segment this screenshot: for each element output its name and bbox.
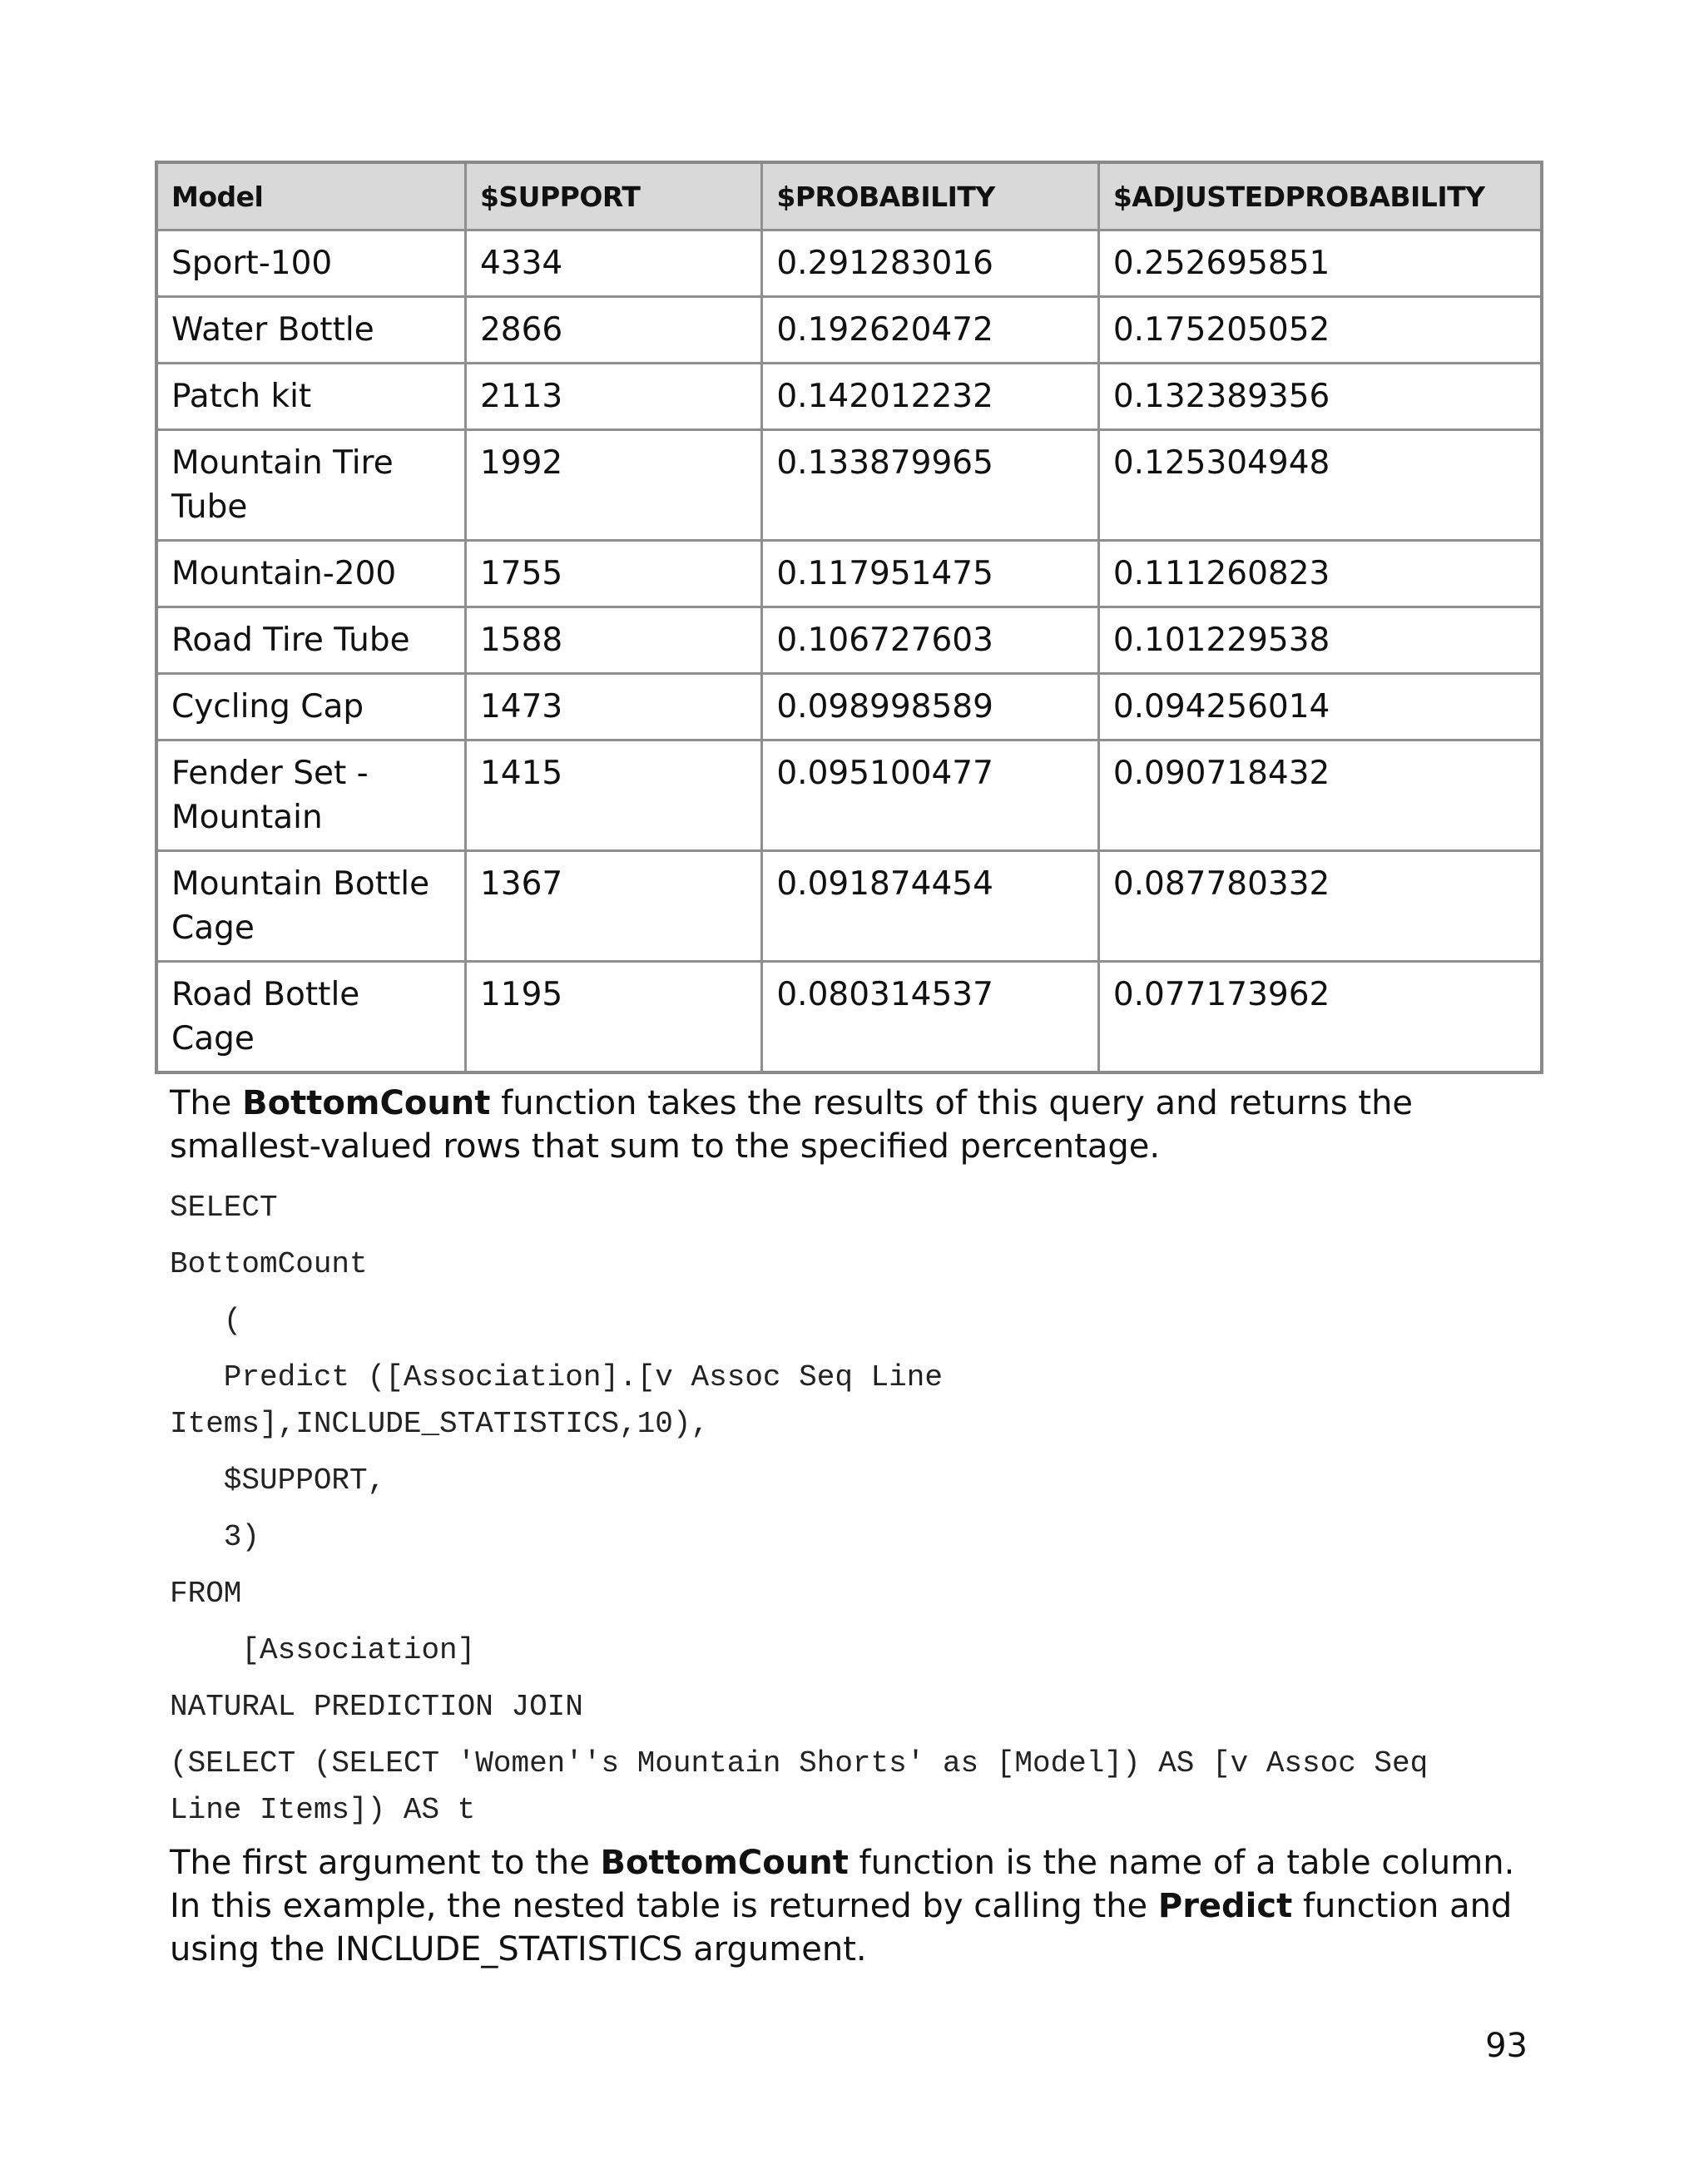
cell-adjusted-probability: 0.087780332 <box>1098 851 1542 962</box>
cell-adjusted-probability: 0.125304948 <box>1098 430 1542 541</box>
table-header-row <box>156 162 1542 230</box>
column-header-adjusted-probability: $ADJUSTEDPROBABILITY <box>1098 162 1542 230</box>
results-table <box>155 161 1543 1074</box>
code-line: Items],INCLUDE_STATISTICS,10), <box>170 1407 710 1441</box>
cell-probability: 0.117951475 <box>762 541 1098 607</box>
paragraph-text: function takes the results of this query and returns the smallest-valued rows that sum to the specified percentage. <box>170 1084 1414 1166</box>
table-row <box>156 297 1542 364</box>
table-row <box>156 541 1542 607</box>
cell-probability: 0.080314537 <box>762 962 1098 1073</box>
code-line: BottomCount <box>170 1247 368 1281</box>
column-header-support: $SUPPORT <box>465 162 761 230</box>
table-row <box>156 364 1542 430</box>
cell-model: Sport-100 <box>156 230 465 297</box>
paragraph-text: The <box>170 1084 243 1122</box>
column-header-probability: $PROBABILITY <box>762 162 1098 230</box>
cell-model: Road Tire Tube <box>156 607 465 674</box>
cell-probability: 0.133879965 <box>762 430 1098 541</box>
code-line: NATURAL PREDICTION JOIN <box>170 1690 583 1724</box>
cell-model: Water Bottle <box>156 297 465 364</box>
cell-model: Mountain-200 <box>156 541 465 607</box>
first-argument-paragraph <box>170 1841 1534 1971</box>
cell-probability: 0.192620472 <box>762 297 1098 364</box>
cell-model: Mountain Bottle Cage <box>156 851 465 962</box>
cell-support: 1367 <box>465 851 761 962</box>
cell-adjusted-probability: 0.111260823 <box>1098 541 1542 607</box>
cell-support: 1473 <box>465 674 761 740</box>
cell-support: 1195 <box>465 962 761 1073</box>
cell-support: 2113 <box>465 364 761 430</box>
cell-probability: 0.291283016 <box>762 230 1098 297</box>
cell-adjusted-probability: 0.175205052 <box>1098 297 1542 364</box>
paragraph-text: function and using the INCLUDE_STATISTICS argument. <box>170 1887 1513 1969</box>
cell-adjusted-probability: 0.101229538 <box>1098 607 1542 674</box>
function-name-predict: Predict <box>1157 1887 1293 1925</box>
cell-adjusted-probability: 0.090718432 <box>1098 740 1542 851</box>
cell-probability: 0.095100477 <box>762 740 1098 851</box>
cell-support: 1755 <box>465 541 761 607</box>
function-name-bottomcount: BottomCount <box>242 1084 491 1122</box>
table-row <box>156 430 1542 541</box>
cell-probability: 0.142012232 <box>762 364 1098 430</box>
cell-support: 2866 <box>465 297 761 364</box>
page-number: 93 <box>1485 2027 1528 2065</box>
cell-support: 1588 <box>465 607 761 674</box>
cell-probability: 0.091874454 <box>762 851 1098 962</box>
table-row <box>156 230 1542 297</box>
cell-adjusted-probability: 0.252695851 <box>1098 230 1542 297</box>
function-name-bottomcount: BottomCount <box>600 1844 849 1882</box>
cell-probability: 0.098998589 <box>762 674 1098 740</box>
code-line: $SUPPORT, <box>170 1463 386 1498</box>
cell-probability: 0.106727603 <box>762 607 1098 674</box>
table-row <box>156 962 1542 1073</box>
code-line: 3) <box>170 1520 260 1554</box>
paragraph-text: The first argument to the <box>170 1844 601 1882</box>
table-row <box>156 674 1542 740</box>
cell-support: 1992 <box>465 430 761 541</box>
table-row <box>156 851 1542 962</box>
cell-support: 1415 <box>465 740 761 851</box>
code-line: Line Items]) AS t <box>170 1793 476 1827</box>
cell-adjusted-probability: 0.077173962 <box>1098 962 1542 1073</box>
cell-model: Road Bottle Cage <box>156 962 465 1073</box>
code-line: SELECT <box>170 1191 278 1225</box>
cell-model: Cycling Cap <box>156 674 465 740</box>
column-header-model: Model <box>156 162 465 230</box>
cell-model: Fender Set - Mountain <box>156 740 465 851</box>
code-line: (SELECT (SELECT 'Women''s Mountain Shorts' as [Model]) AS [v Assoc Seq <box>170 1746 1429 1780</box>
code-line: ( <box>170 1304 242 1338</box>
code-line: FROM <box>170 1577 242 1611</box>
cell-adjusted-probability: 0.094256014 <box>1098 674 1542 740</box>
cell-model: Patch kit <box>156 364 465 430</box>
cell-support: 4334 <box>465 230 761 297</box>
bottomcount-intro-paragraph <box>170 1082 1534 1168</box>
table-row <box>156 740 1542 851</box>
table-row <box>156 607 1542 674</box>
paragraph-text: function is the name of a table column. In this example, the nested table is returned by calling the <box>170 1844 1515 1925</box>
cell-model: Mountain Tire Tube <box>156 430 465 541</box>
cell-adjusted-probability: 0.132389356 <box>1098 364 1542 430</box>
code-line: [Association] <box>170 1633 476 1667</box>
code-line: Predict ([Association].[v Assoc Seq Line <box>170 1360 943 1394</box>
